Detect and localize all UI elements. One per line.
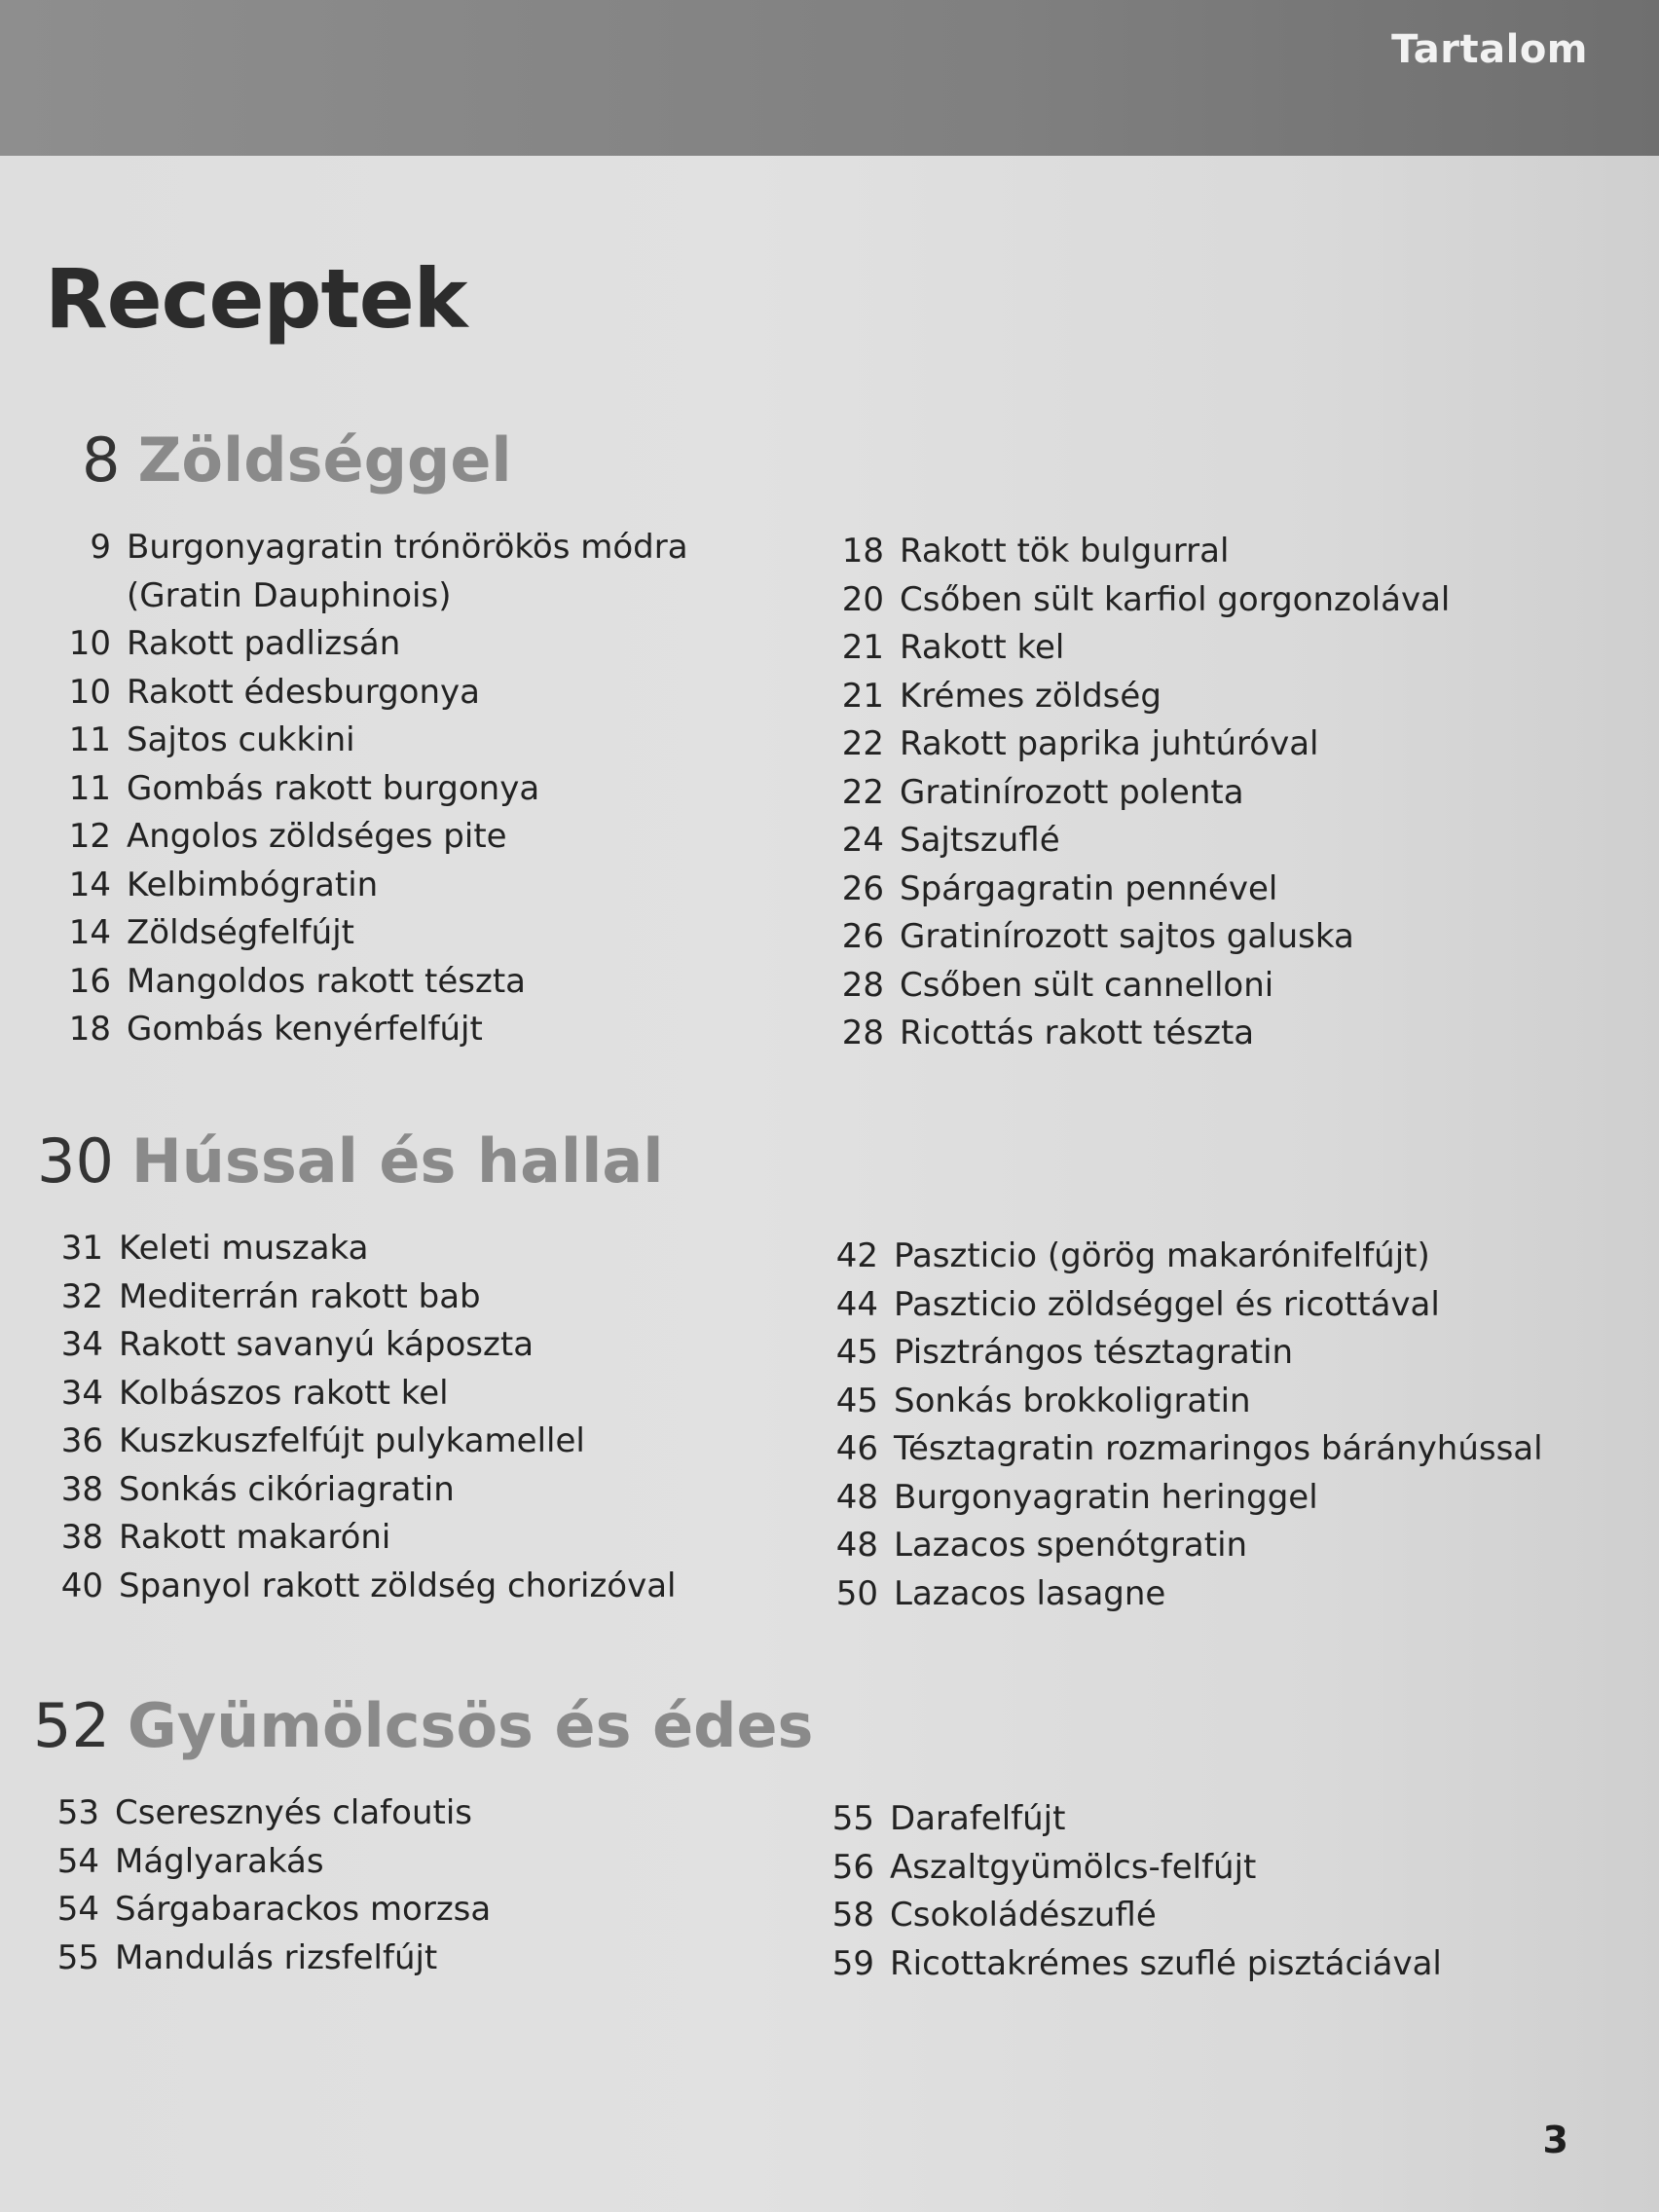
toc-entry: [831, 576, 1450, 625]
section-name: Zöldséggel: [137, 424, 512, 496]
toc-column-left: [58, 524, 688, 1054]
toc-entry: [58, 572, 688, 621]
toc-recipe-title: Spárgagratin pennével: [900, 868, 1278, 908]
toc-recipe-title: Csokoládészuflé: [890, 1896, 1157, 1935]
toc-column-right: [822, 1795, 1442, 1988]
toc-page-number: 28: [841, 965, 884, 1005]
toc-page-number: 21: [841, 676, 884, 716]
section-number: 30: [37, 1125, 114, 1197]
toc-entry: [51, 1418, 677, 1466]
toc-recipe-title: Gratinírozott polenta: [900, 772, 1244, 812]
toc-recipe-title: Aszaltgyümölcs-felfújt: [890, 1847, 1257, 1887]
toc-recipe-title: Rakott kel: [900, 628, 1065, 667]
toc-page-number: 26: [841, 917, 884, 956]
toc-page-number: 38: [60, 1469, 103, 1509]
toc-page-number: 31: [60, 1229, 103, 1268]
toc-entry: [831, 913, 1450, 962]
toc-page-number: 18: [841, 532, 884, 571]
section-number: 52: [33, 1690, 110, 1761]
toc-entry: [51, 1321, 677, 1370]
toc-entry: [822, 1795, 1442, 1844]
toc-recipe-title: Tésztagratin rozmaringos bárányhússal: [894, 1429, 1543, 1468]
toc-entry: [826, 1233, 1543, 1281]
section-name: Gyümölcsös és édes: [127, 1690, 814, 1761]
toc-entry: [831, 962, 1450, 1011]
toc-entry: [58, 1006, 688, 1054]
toc-recipe-title: Paszticio (görög makarónifelfújt): [894, 1236, 1430, 1275]
page-number: 3: [1542, 2119, 1568, 2161]
toc-page-number: 26: [841, 868, 884, 908]
toc-entry: [826, 1378, 1543, 1426]
toc-page-number: 11: [68, 768, 111, 808]
toc-recipe-title: Sonkás brokkoligratin: [894, 1381, 1251, 1420]
toc-recipe-title: Gombás kenyérfelfújt: [127, 1010, 483, 1049]
toc-page-number: 46: [835, 1429, 878, 1468]
section-heading-zoldseggel: [82, 424, 512, 496]
toc-entry: [826, 1474, 1543, 1523]
toc-recipe-title: Cseresznyés clafoutis: [115, 1793, 472, 1832]
toc-entry: [51, 1466, 677, 1515]
toc-entry: [831, 720, 1450, 769]
toc-page-number: 36: [60, 1421, 103, 1460]
toc-page-number: 48: [835, 1526, 878, 1565]
toc-recipe-title: Rakott paprika juhtúróval: [900, 724, 1319, 763]
toc-page-number: 14: [68, 913, 111, 952]
toc-recipe-title: Zöldségfelfújt: [127, 913, 354, 952]
page-title: Receptek: [45, 251, 467, 347]
toc-entry: [831, 769, 1450, 818]
toc-entry: [58, 765, 688, 814]
toc-recipe-title: Burgonyagratin heringgel: [894, 1477, 1318, 1517]
toc-recipe-title: Keleti muszaka: [119, 1229, 369, 1268]
toc-entry: [51, 1273, 677, 1322]
header-band: [0, 0, 1659, 156]
toc-entry: [58, 620, 688, 669]
toc-recipe-title: Gratinírozott sajtos galuska: [900, 917, 1354, 956]
toc-page-number: 44: [835, 1284, 878, 1324]
toc-entry: [47, 1838, 491, 1887]
toc-page-number: 53: [56, 1793, 99, 1832]
toc-entry: [822, 1892, 1442, 1940]
toc-page-number: 21: [841, 628, 884, 667]
toc-page-number: 9: [90, 528, 111, 567]
toc-page-number: 55: [831, 1799, 874, 1838]
toc-entry: [826, 1281, 1543, 1330]
toc-recipe-title: Rakott édesburgonya: [127, 672, 480, 712]
toc-page-number: 42: [835, 1236, 878, 1275]
toc-page-number: 38: [60, 1518, 103, 1557]
toc-recipe-title: Sárgabarackos morzsa: [115, 1890, 492, 1929]
toc-page-number: 24: [841, 821, 884, 860]
section-number: 8: [82, 424, 121, 496]
toc-entry: [826, 1570, 1543, 1619]
toc-recipe-title: Spanyol rakott zöldség chorizóval: [119, 1566, 677, 1605]
toc-recipe-title: Sajtszuflé: [900, 821, 1060, 860]
toc-recipe-title: (Gratin Dauphinois): [127, 575, 452, 615]
toc-page-number: 50: [835, 1573, 878, 1613]
toc-entry: [51, 1563, 677, 1611]
toc-entry: [58, 862, 688, 910]
toc-entry: [58, 958, 688, 1007]
toc-page-number: 40: [60, 1566, 103, 1605]
toc-page-number: 32: [60, 1276, 103, 1316]
toc-page-number: 14: [68, 865, 111, 904]
toc-recipe-title: Kuszkuszfelfújt pulykamellel: [119, 1421, 585, 1460]
toc-entry: [58, 909, 688, 958]
toc-page-number: 54: [56, 1890, 99, 1929]
toc-entry: [51, 1225, 677, 1273]
toc-entry: [47, 1935, 491, 1983]
toc-entry: [47, 1886, 491, 1935]
section-heading-gyumolcsos-es-edes: [33, 1690, 814, 1761]
toc-page-number: 10: [68, 624, 111, 663]
toc-recipe-title: Gombás rakott burgonya: [127, 768, 540, 808]
running-header: Tartalom: [1391, 27, 1588, 72]
toc-page-number: 45: [835, 1381, 878, 1420]
toc-column-right: [826, 1233, 1543, 1618]
toc-page-number: 58: [831, 1896, 874, 1935]
toc-recipe-title: Rakott tök bulgurral: [900, 532, 1230, 571]
toc-recipe-title: Csőben sült karfiol gorgonzolával: [900, 579, 1451, 619]
toc-recipe-title: Sonkás cikóriagratin: [119, 1469, 455, 1509]
toc-recipe-title: Ricottás rakott tészta: [900, 1014, 1255, 1052]
toc-recipe-title: Burgonyagratin trónörökös módra: [127, 528, 688, 567]
toc-recipe-title: Máglyarakás: [115, 1841, 324, 1881]
toc-page-number: 18: [68, 1010, 111, 1049]
toc-entry: [58, 524, 688, 572]
toc-entry: [831, 866, 1450, 914]
toc-page-number: 11: [68, 720, 111, 759]
toc-entry: [826, 1329, 1543, 1378]
toc-column-left: [51, 1225, 677, 1610]
toc-page-number: 55: [56, 1937, 99, 1977]
toc-entry: [831, 673, 1450, 721]
toc-recipe-title: Lazacos lasagne: [894, 1573, 1166, 1613]
toc-page-number: 54: [56, 1841, 99, 1881]
toc-entry: [58, 669, 688, 718]
toc-recipe-title: Mangoldos rakott tészta: [127, 961, 526, 1001]
toc-recipe-title: Rakott makaróni: [119, 1518, 391, 1557]
toc-recipe-title: Sajtos cukkini: [127, 720, 355, 759]
toc-entry: [58, 717, 688, 765]
toc-page-number: 22: [841, 724, 884, 763]
toc-recipe-title: Mandulás rizsfelfújt: [115, 1937, 438, 1977]
toc-entry: [47, 1789, 491, 1838]
toc-recipe-title: Kolbászos rakott kel: [119, 1373, 449, 1413]
toc-page-number: 48: [835, 1477, 878, 1517]
toc-recipe-title: Paszticio zöldséggel és ricottával: [894, 1284, 1440, 1324]
toc-page-number: [58, 572, 111, 621]
toc-recipe-title: Pisztrángos tésztagratin: [894, 1333, 1294, 1372]
toc-recipe-title: Kelbimbógratin: [127, 865, 379, 904]
toc-page-number: 28: [841, 1014, 884, 1052]
section-name: Hússal és hallal: [130, 1125, 664, 1197]
toc-entry: [51, 1514, 677, 1563]
toc-recipe-title: Rakott padlizsán: [127, 624, 401, 663]
toc-entry: [826, 1522, 1543, 1570]
toc-entry: [831, 817, 1450, 866]
toc-entry: [831, 528, 1450, 576]
toc-page-number: 20: [841, 579, 884, 619]
toc-entry: [831, 624, 1450, 673]
toc-recipe-title: Rakott savanyú káposzta: [119, 1325, 535, 1364]
toc-page-number: 10: [68, 672, 111, 712]
toc-entry: [822, 1940, 1442, 1989]
toc-column-left: [47, 1789, 491, 1982]
toc-column-right: [831, 528, 1450, 1058]
toc-entry: [831, 1010, 1450, 1058]
toc-recipe-title: Krémes zöldség: [900, 676, 1161, 716]
toc-recipe-title: Ricottakrémes szuflé pisztáciával: [890, 1943, 1442, 1983]
toc-entry: [826, 1425, 1543, 1474]
toc-page-number: 22: [841, 772, 884, 812]
toc-page-number: 59: [831, 1943, 874, 1983]
toc-page-number: 34: [60, 1325, 103, 1364]
section-heading-hussal-es-hallal: [37, 1125, 664, 1197]
toc-entry: [822, 1844, 1442, 1893]
toc-recipe-title: Csőben sült cannelloni: [900, 965, 1274, 1005]
toc-recipe-title: Darafelfújt: [890, 1799, 1066, 1838]
toc-recipe-title: Lazacos spenótgratin: [894, 1526, 1248, 1565]
toc-page-number: 34: [60, 1373, 103, 1413]
toc-page-number: 56: [831, 1847, 874, 1887]
toc-page-number: 16: [68, 961, 111, 1001]
toc-entry: [51, 1370, 677, 1419]
toc-entry: [58, 813, 688, 862]
toc-recipe-title: Mediterrán rakott bab: [119, 1276, 481, 1316]
toc-recipe-title: Angolos zöldséges pite: [127, 817, 507, 856]
toc-page-number: 12: [68, 817, 111, 856]
toc-page-number: 45: [835, 1333, 878, 1372]
